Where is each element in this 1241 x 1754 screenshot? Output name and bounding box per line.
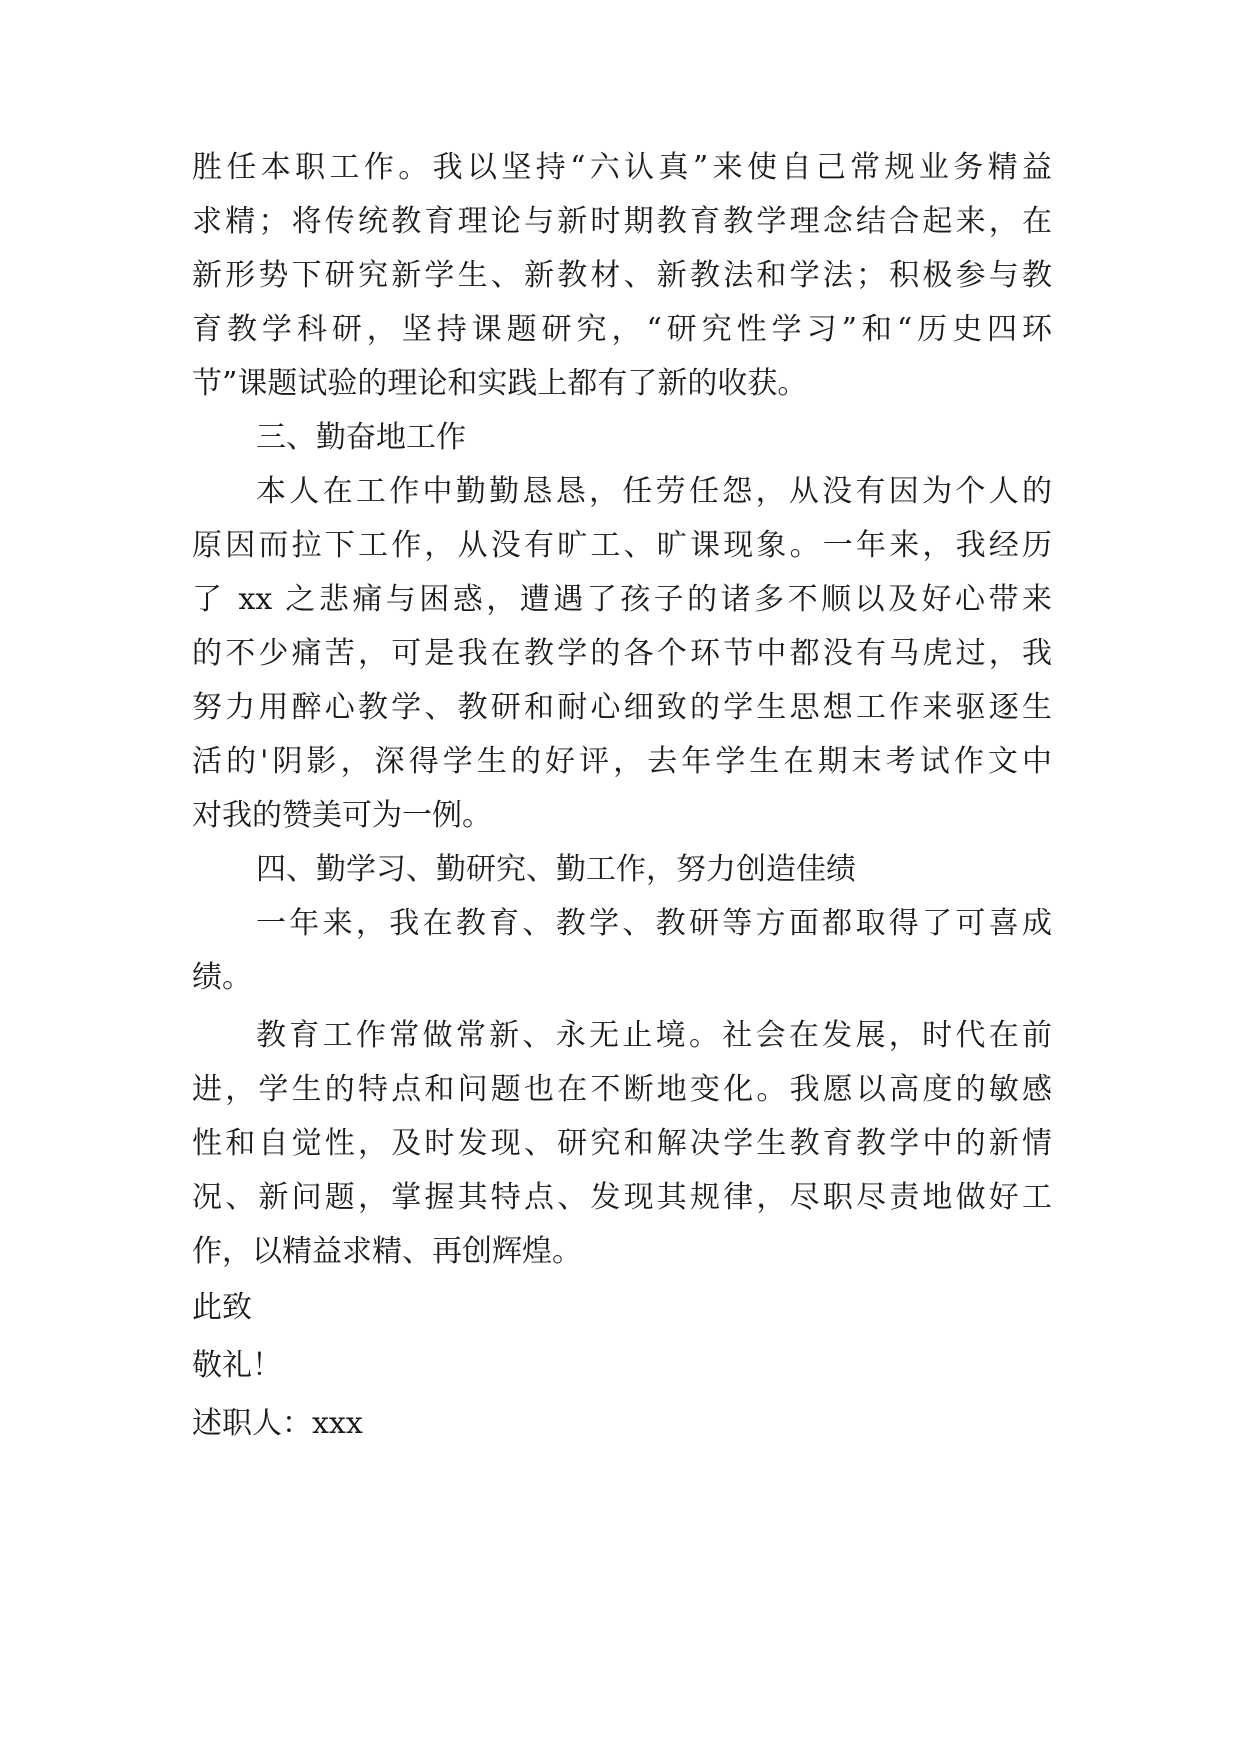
section-heading: 三、勤奋地工作 — [256, 420, 466, 455]
signature-line: 述职人：xxx — [192, 1406, 363, 1441]
body-text-line: 求精；将传统教育理论与新时期教育教学理念结合起来，在 — [192, 204, 1052, 239]
body-text-line: 况、新问题，掌握其特点、发现其规律，尽职尽责地做好工 — [192, 1180, 1052, 1215]
body-text-line: 活的'阴影，深得学生的好评，去年学生在期末考试作文中 — [192, 744, 1052, 779]
body-text-line: 一年来，我在教育、教学、教研等方面都取得了可喜成 — [256, 906, 1052, 941]
body-text-line: 节”课题试验的理论和实践上都有了新的收获。 — [192, 366, 808, 401]
body-text-line: 作，以精益求精、再创辉煌。 — [192, 1234, 582, 1269]
body-text-line: 原因而拉下工作，从没有旷工、旷课现象。一年来，我经历 — [192, 528, 1052, 563]
body-text-line: 性和自觉性，及时发现、研究和解决学生教育教学中的新情 — [192, 1126, 1052, 1161]
body-text-line: 新形势下研究新学生、新教材、新教法和学法；积极参与教 — [192, 258, 1052, 293]
body-text-line: 对我的赞美可为一例。 — [192, 798, 492, 833]
section-heading: 四、勤学习、勤研究、勤工作，努力创造佳绩 — [256, 852, 856, 887]
body-text-line: 了 xx 之悲痛与困惑，遭遇了孩子的诸多不顺以及好心带来 — [192, 582, 1052, 617]
closing-regards: 敬礼！ — [192, 1348, 282, 1383]
body-text-line: 教育工作常做常新、永无止境。社会在发展，时代在前 — [256, 1018, 1052, 1053]
body-text-line: 胜任本职工作。我以坚持“六认真”来使自己常规业务精益 — [192, 150, 1052, 185]
body-text-line: 绩。 — [192, 960, 252, 995]
body-text-line: 本人在工作中勤勤恳恳，任劳任怨，从没有因为个人的 — [256, 474, 1052, 509]
closing-salutation: 此致 — [192, 1290, 252, 1325]
body-text-line: 努力用醉心教学、教研和耐心细致的学生思想工作来驱逐生 — [192, 690, 1052, 725]
body-text-line: 的不少痛苦，可是我在教学的各个环节中都没有马虎过，我 — [192, 636, 1052, 671]
body-text-line: 育教学科研，坚持课题研究，“研究性学习”和“历史四环 — [192, 312, 1052, 347]
body-text-line: 进，学生的特点和问题也在不断地变化。我愿以高度的敏感 — [192, 1072, 1052, 1107]
